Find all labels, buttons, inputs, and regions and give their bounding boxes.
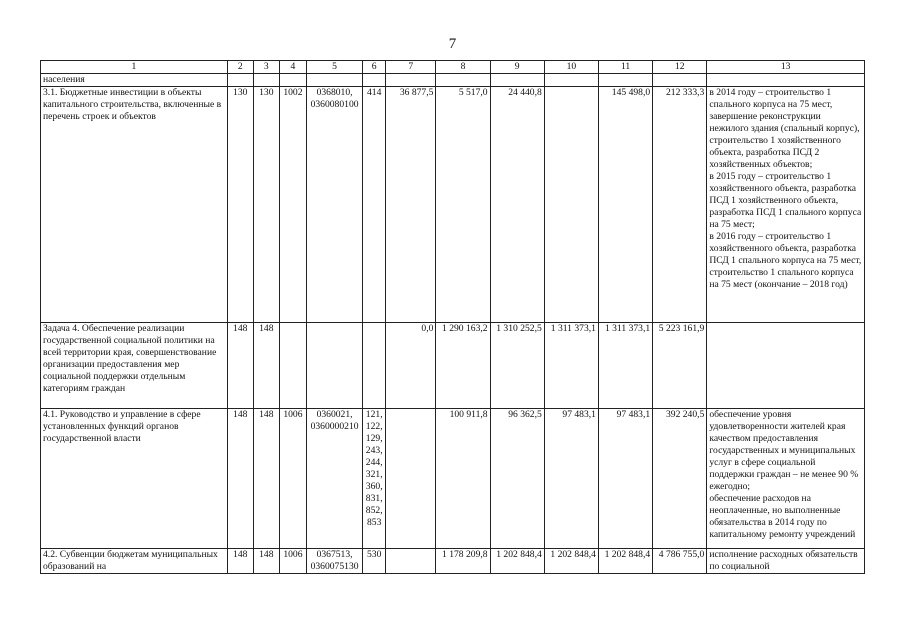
cell [386, 74, 436, 87]
cell [306, 323, 362, 409]
column-header: 3 [253, 61, 279, 74]
cell: 148 [253, 549, 279, 574]
cell: 5 517,0 [436, 87, 490, 323]
cell [386, 409, 436, 549]
cell: 1 178 209,8 [436, 549, 490, 574]
cell: 100 911,8 [436, 409, 490, 549]
cell: 0368010, 0360080100 [306, 87, 362, 323]
cell: 1 311 373,1 [598, 323, 652, 409]
cell: 130 [227, 87, 253, 323]
cell-name: 4.2. Субвенции бюджетам муниципальных образований на [41, 549, 228, 574]
page-number: 7 [448, 36, 457, 52]
cell [598, 74, 652, 87]
cell-name: 3.1. Бюджетные инвестиции в объекты капитального строительства, включенные в перечень строек и объектов [41, 87, 228, 323]
cell [306, 74, 362, 87]
table-row [41, 74, 865, 87]
cell-result: исполнение расходных обязательств по социальной [707, 549, 865, 574]
column-header: 6 [363, 61, 386, 74]
cell: 1006 [279, 549, 306, 574]
cell: 36 877,5 [386, 87, 436, 323]
cell-result: в 2014 году – строительство 1 спального корпуса на 75 мест, завершение реконструкции нежилого здания (спальный корпус), строительство 1 хозяйственного объекта, разработка ПСД 2 хозяйственных объектов; в 2015 году – строительство 1 хозяйственного объекта, разработка ПСД 1 хозяйственного объекта, разработка ПСД 1 спального корпуса на 75 мест; в 2016 году – строительство 1 хозяйственного объекта, разработка ПСД 1 спального корпуса на 75 мест, строительство 1 спального корпуса на 75 мест (окончание – 2018 год) [707, 87, 865, 323]
cell [544, 87, 598, 323]
cell-result [707, 323, 865, 409]
cell [363, 323, 386, 409]
cell: 148 [253, 409, 279, 549]
column-header: 2 [227, 61, 253, 74]
column-header: 12 [653, 61, 707, 74]
cell: 0,0 [386, 323, 436, 409]
column-header: 13 [707, 61, 865, 74]
cell-result [707, 74, 865, 87]
cell: 145 498,0 [598, 87, 652, 323]
cell [253, 74, 279, 87]
table-row [41, 87, 865, 323]
cell: 392 240,5 [653, 409, 707, 549]
column-header: 8 [436, 61, 490, 74]
cell: 1 202 848,4 [544, 549, 598, 574]
table-row [41, 549, 865, 574]
cell: 1006 [279, 409, 306, 549]
cell [227, 74, 253, 87]
column-header: 1 [41, 61, 228, 74]
cell: 1 311 373,1 [544, 323, 598, 409]
column-header: 9 [490, 61, 544, 74]
cell: 97 483,1 [544, 409, 598, 549]
cell: 1 202 848,4 [598, 549, 652, 574]
column-header: 4 [279, 61, 306, 74]
cell: 5 223 161,9 [653, 323, 707, 409]
cell [279, 74, 306, 87]
cell: 1 290 163,2 [436, 323, 490, 409]
cell [279, 323, 306, 409]
cell-name: 4.1. Руководство и управление в сфере установленных функций органов государственной власти [41, 409, 228, 549]
cell [490, 74, 544, 87]
cell: 1 202 848,4 [490, 549, 544, 574]
cell: 530 [363, 549, 386, 574]
budget-table [40, 60, 865, 574]
cell: 148 [227, 409, 253, 549]
cell: 148 [253, 323, 279, 409]
cell [436, 74, 490, 87]
table-row [41, 323, 865, 409]
cell [544, 74, 598, 87]
column-header: 11 [598, 61, 652, 74]
cell [386, 549, 436, 574]
cell: 1002 [279, 87, 306, 323]
cell-name: населения [41, 74, 228, 87]
cell: 130 [253, 87, 279, 323]
cell: 0360021, 0360000210 [306, 409, 362, 549]
column-header: 10 [544, 61, 598, 74]
header-row [41, 61, 865, 74]
cell: 212 333,3 [653, 87, 707, 323]
cell: 1 310 252,5 [490, 323, 544, 409]
cell: 96 362,5 [490, 409, 544, 549]
cell: 148 [227, 549, 253, 574]
cell [363, 74, 386, 87]
cell: 414 [363, 87, 386, 323]
cell: 97 483,1 [598, 409, 652, 549]
cell-name: Задача 4. Обеспечение реализации государственной социальной политики на всей территории края, совершенствование организации предоставления мер социальной поддержки отдельным категориям граждан [41, 323, 228, 409]
cell-result: обеспечение уровня удовлетворенности жителей края качеством предоставления государственных и муниципальных услуг в сфере социальной поддержки граждан – не менее 90 % ежегодно; обеспечение расходов на неоплаченные, но выполненные обязательства в 2014 году по капитальному ремонту учреждений [707, 409, 865, 549]
cell: 0367513, 0360075130 [306, 549, 362, 574]
cell: 24 440,8 [490, 87, 544, 323]
cell [653, 74, 707, 87]
column-header: 7 [386, 61, 436, 74]
cell: 121, 122, 129, 243, 244, 321, 360, 831, 852, 853 [363, 409, 386, 549]
cell: 4 786 755,0 [653, 549, 707, 574]
table-row [41, 409, 865, 549]
cell: 148 [227, 323, 253, 409]
column-header: 5 [306, 61, 362, 74]
